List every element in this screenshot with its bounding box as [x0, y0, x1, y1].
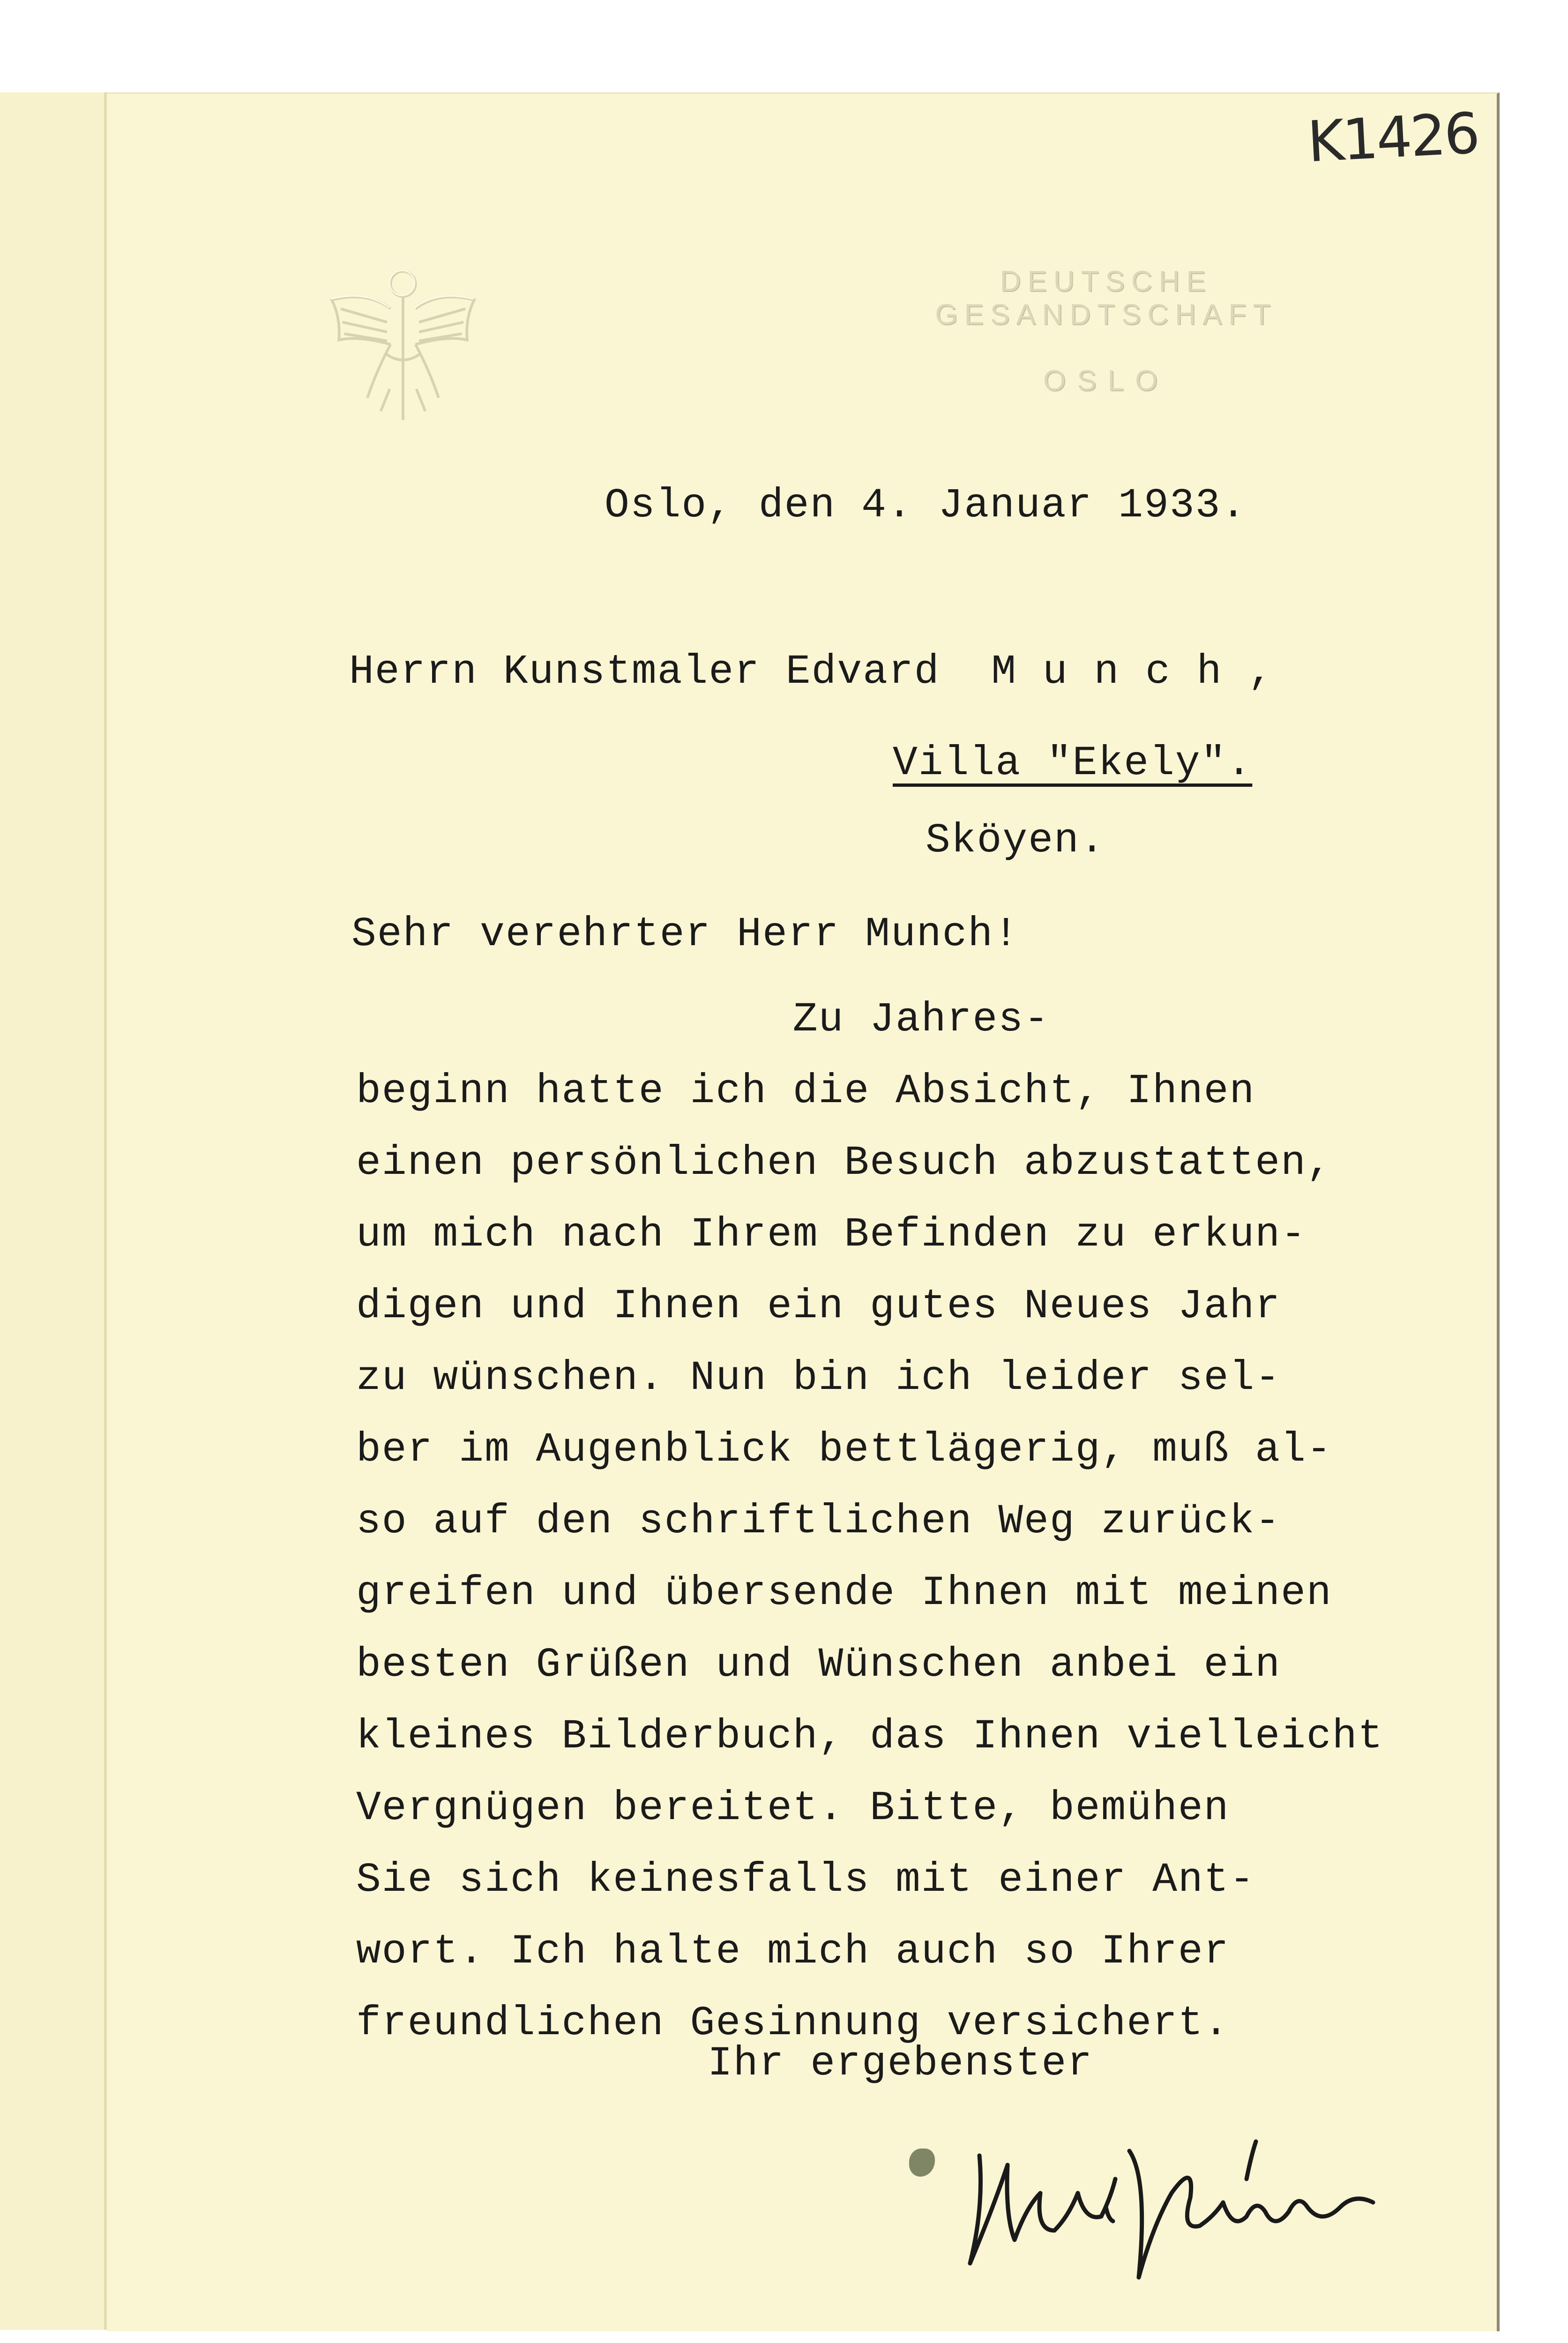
letter-body — [356, 984, 1509, 2059]
body-line: um mich nach Ihrem Befinden zu erkun- — [356, 1212, 1307, 1258]
letterhead-line2: OSLO — [1043, 365, 1169, 397]
body-line: zu wünschen. Nun bin ich leider sel- — [356, 1355, 1281, 1402]
left-page-flap — [0, 92, 105, 2330]
recipient-line: Herrn Kunstmaler Edvard M u n c h , — [349, 649, 1274, 695]
letter-date: Oslo, den 4. Januar 1933. — [605, 483, 1247, 529]
body-line: ber im Augenblick bettlägerig, muß al- — [356, 1427, 1332, 1473]
letterhead-line1: DEUTSCHE GESANDTSCHAFT — [935, 265, 1277, 331]
body-line: freundlichen Gesinnung versichert. — [356, 2000, 1230, 2047]
body-line: einen persönlichen Besuch abzustatten, — [356, 1140, 1332, 1186]
body-line: Sie sich keinesfalls mit einer Ant- — [356, 1857, 1255, 1903]
body-line: kleines Bilderbuch, das Ihnen vielleicht — [356, 1714, 1384, 1760]
address-line-1: Villa "Ekely". — [893, 740, 1253, 787]
body-line: besten Grüßen und Wünschen anbei ein — [356, 1642, 1281, 1688]
closing: Ihr ergebenster — [708, 2041, 1093, 2087]
body-line: greifen und übersende Ihnen mit meinen — [356, 1570, 1332, 1617]
address-line-2: Sköyen. — [926, 818, 1105, 864]
body-line: wort. Ich halte mich auch so Ihrer — [356, 1929, 1230, 1975]
body-line: digen und Ihnen ein gutes Neues Jahr — [356, 1283, 1281, 1330]
body-line: so auf den schriftlichen Weg zurück- — [356, 1499, 1281, 1545]
body-line: beginn hatte ich die Absicht, Ihnen — [356, 1068, 1255, 1115]
body-line: Vergnügen bereitet. Bitte, bemühen — [356, 1785, 1230, 1832]
salutation: Sehr verehrter Herr Munch! — [351, 911, 1020, 958]
body-line: Zu Jahres- — [356, 997, 1050, 1043]
letterhead — [844, 265, 1368, 397]
archive-mark: K1426 — [1306, 101, 1480, 175]
embossed-eagle-icon — [314, 255, 492, 433]
handwritten-signature — [951, 2123, 1396, 2282]
